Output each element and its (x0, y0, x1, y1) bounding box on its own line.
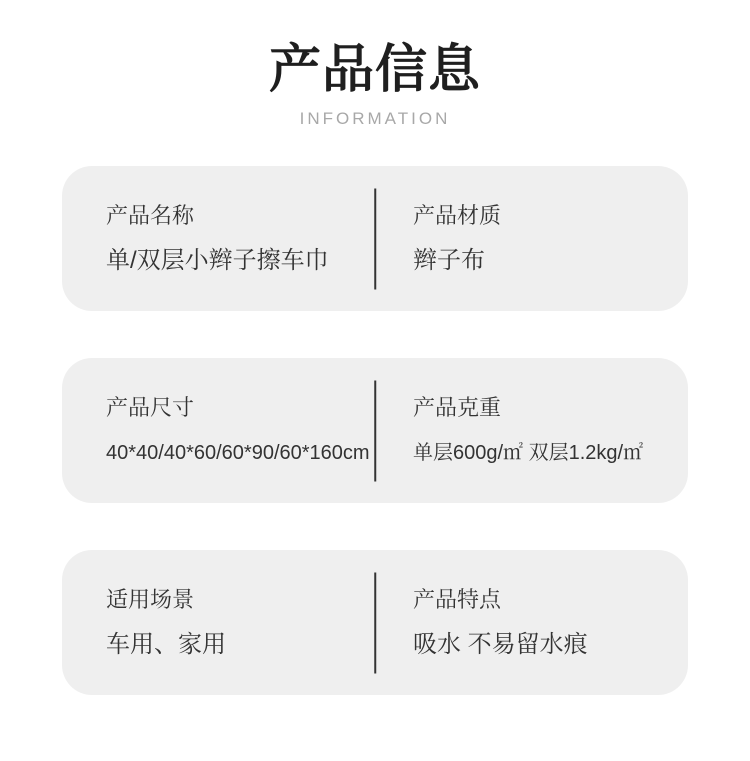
spec-cell-product-name (62, 166, 375, 311)
page-header (0, 0, 750, 129)
spec-value: 40*40/40*60/60*90/60*160cm (106, 441, 370, 464)
spec-label: 产品名称 (106, 202, 195, 228)
spec-label: 产品尺寸 (106, 394, 195, 420)
spec-card-size-weight (62, 358, 688, 503)
spec-value: 单/双层小辫子擦车巾 (106, 246, 329, 274)
spec-label: 产品材质 (413, 202, 502, 228)
spec-card-scene-feature (62, 550, 688, 695)
spec-card-name-material (62, 166, 688, 311)
vertical-divider (374, 380, 376, 481)
spec-value: 单层600g/㎡ 双层1.2kg/㎡ (413, 441, 644, 464)
vertical-divider (374, 572, 376, 673)
spec-label: 适用场景 (106, 586, 195, 612)
spec-value: 辫子布 (413, 246, 485, 274)
spec-cell-usage-scene (62, 550, 375, 695)
spec-label: 产品特点 (413, 586, 502, 612)
spec-cell-product-weight (375, 358, 688, 503)
spec-cell-product-material (375, 166, 688, 311)
spec-value: 吸水 不易留水痕 (413, 630, 588, 658)
spec-cards (62, 166, 688, 695)
vertical-divider (374, 188, 376, 289)
spec-cell-product-size (62, 358, 375, 503)
spec-label: 产品克重 (413, 394, 502, 420)
page-subtitle: INFORMATION (299, 109, 451, 129)
spec-cell-product-feature (375, 550, 688, 695)
page-title: 产品信息 (268, 41, 481, 99)
spec-value: 车用、家用 (106, 630, 226, 658)
